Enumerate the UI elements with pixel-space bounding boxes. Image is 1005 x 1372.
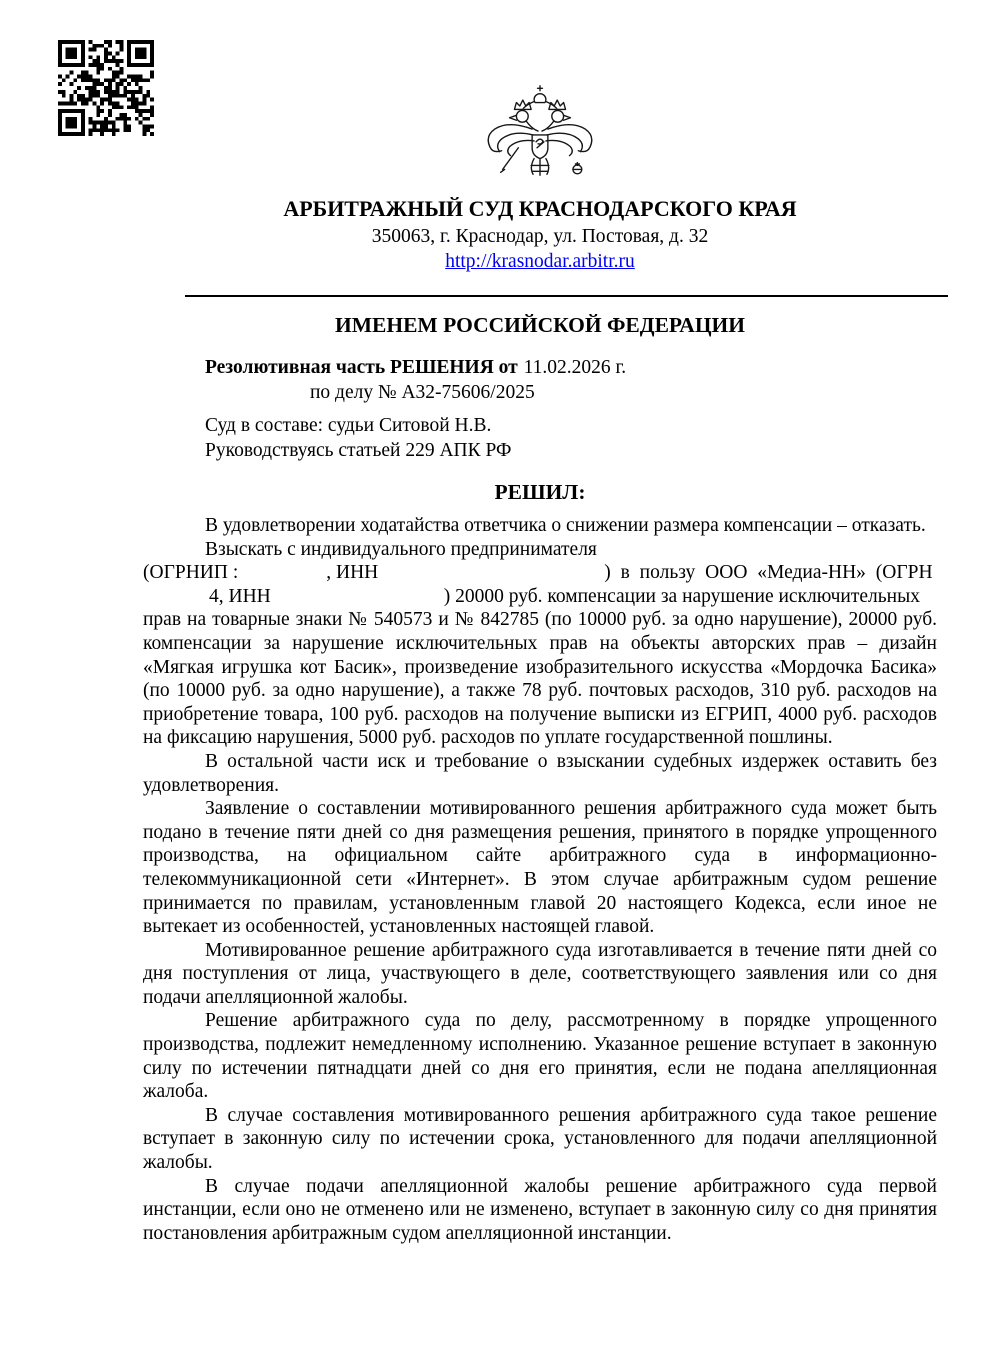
resolution-line [143, 355, 937, 380]
paragraph-recovery [143, 538, 937, 750]
paragraph-appeal: В случае подачи апелляционной жалобы решение арбитражного суда первой инстанции, если оно не отменено или не изменено, вступает в законную силу со дня принятия постановления арбитражным судом апелляционной инстанции. [143, 1175, 937, 1244]
paragraph-motivated-decision-request: Заявление о составлении мотивированного решения арбитражного суда может быть подано в течение пяти дней со дня размещения решения, принятого в порядке упрощенного производства, на официальном сайте арбитражного суда в информационно-телекоммуникационной сети «Интернет». В этом случае арбитражным судом решение принимается по правилам, установленным главой 20 настоящего Кодекса, если иное не вытекает из особенностей, установленных настоящей главой. [143, 798, 937, 938]
redacted-gap [378, 577, 604, 578]
qr-code [58, 40, 154, 136]
ogrnip-label: (ОГРНИП : [143, 562, 239, 584]
case-number: по делу № А32-75606/2025 [310, 382, 535, 403]
paragraph-compensation-refusal: В удовлетворении ходатайства ответчика о снижении размера компенсации – отказать. [205, 515, 926, 536]
paragraph-remaining-claims: В остальной части иск и требование о взыскании судебных издержек оставить без удовлетворения. [143, 750, 937, 796]
paragraph-legal-force: В случае составления мотивированного решения арбитражного суда такое решение вступает в законную силу по истечении срока, установленного для подачи апелляционной жалобы. [143, 1104, 937, 1174]
decided-heading: РЕШИЛ: [494, 480, 586, 504]
ogrn-remnant: 4, ИНН [209, 585, 271, 607]
court-composition: Суд в составе: судьи Ситовой Н.В. [205, 415, 492, 436]
resolution-date: 11.02.2026 г. [523, 357, 627, 378]
redacted-gap [238, 577, 326, 578]
document-content [143, 84, 937, 1245]
court-website-line [143, 249, 937, 274]
recovery-line-3 [143, 585, 937, 609]
resolution-label: Резолютивная часть РЕШЕНИЯ от [205, 357, 518, 378]
guided-by-line: Руководствуясь статьей 229 АПК РФ [205, 440, 512, 461]
court-name: АРБИТРАЖНЫЙ СУД КРАСНОДАРСКОГО КРАЯ [283, 196, 797, 221]
redacted-gap [271, 601, 444, 602]
recovery-line-1: Взыскать с индивидуального предпринимателя [205, 538, 597, 560]
in-favor-of-segment: ) в пользу ООО «Медиа-НН» (ОГРН [604, 562, 933, 584]
in-the-name-heading: ИМЕНЕМ РОССИЙСКОЙ ФЕДЕРАЦИИ [334, 313, 745, 337]
paragraph-immediate-execution: Решение арбитражного суда по делу, рассмотренному в порядке упрощенного производства, подлежит немедленному исполнению. Указанное решение вступает в законную силу по истечении пятнадцати дней со дня его принятия, если не подана апелляционная жалоба. [143, 1010, 937, 1103]
redacted-gap [143, 601, 209, 602]
court-website-link[interactable]: http://krasnodar.arbitr.ru [445, 251, 635, 272]
divider-line [185, 295, 948, 297]
court-address: 350063, г. Краснодар, ул. Постовая, д. 32 [371, 226, 709, 247]
compensation-amount-segment: ) 20000 руб. компенсации за нарушение исключительных [443, 585, 920, 607]
recovery-continuation: прав на товарные знаки № 540573 и № 842785 (по 10000 руб. за одно нарушение), 20000 руб. компенсации за нарушение исключительных прав на объекты авторских прав – дизайн «Мягкая игрушка кот Басик», произведение изобразительного искусства «Мордочка Басика» (по 10000 руб. за одно нарушение), а также 78 руб. почтовых расходов, 310 руб. расходов на приобретение товара, 100 руб. расходов на получение выписки из ЕГРИП, 4000 руб. расходов на фиксацию нарушения, 5000 руб. расходов по уплате государственной пошлины. [143, 609, 937, 749]
inn-label: , ИНН [326, 562, 379, 584]
russia-coat-of-arms-icon [481, 84, 599, 184]
recovery-line-2 [143, 561, 937, 585]
paragraph-motivated-decision-term: Мотивированное решение арбитражного суда изготавливается в течение пяти дней со дня поступления от лица, участвующего в деле, соответствующего заявления или со дня подачи апелляционной жалобы. [143, 939, 937, 1008]
